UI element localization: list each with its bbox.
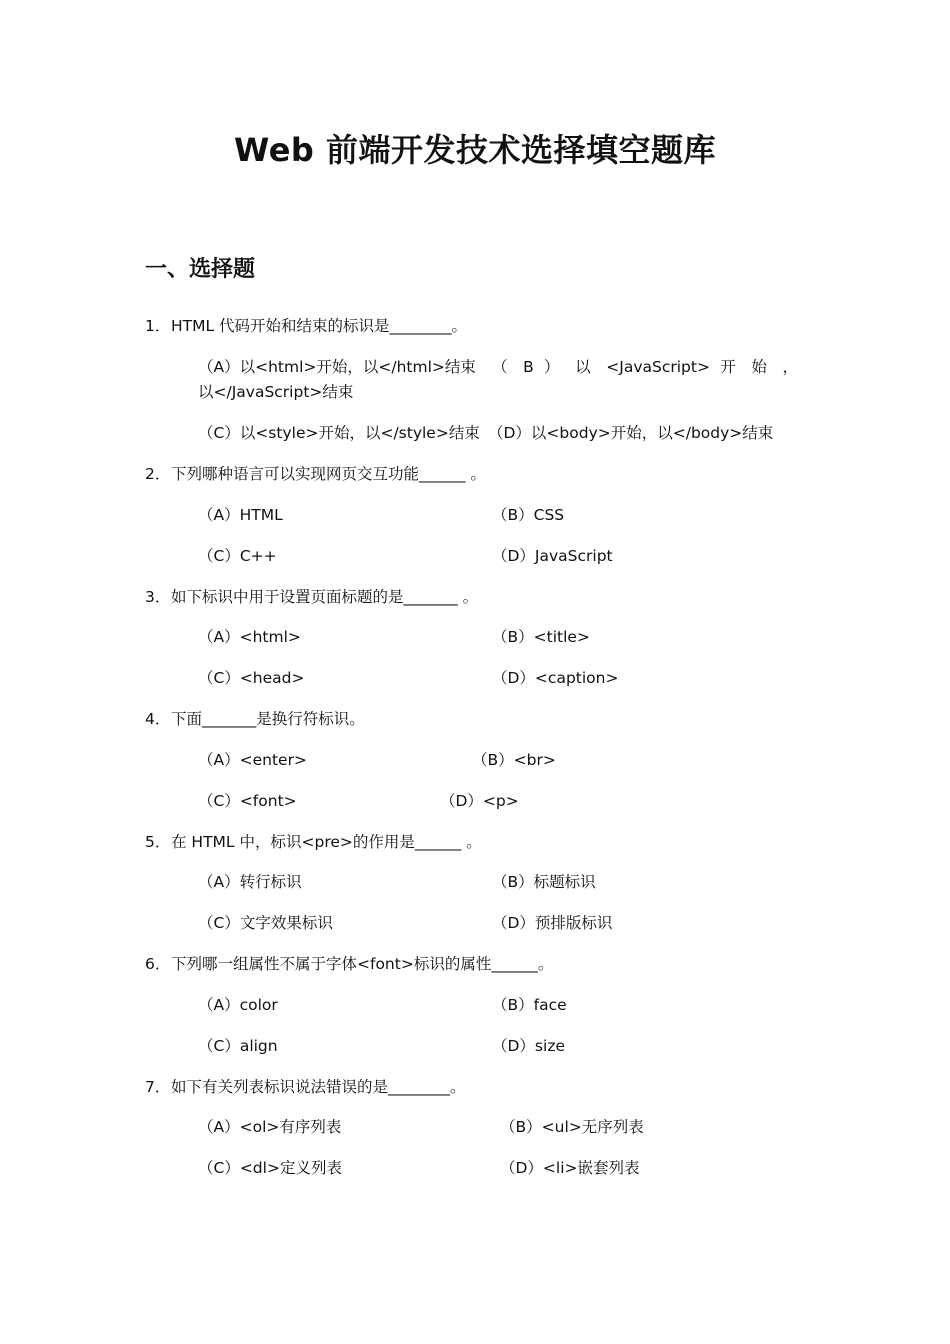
option-a: （A）HTML (198, 506, 283, 524)
option-b: （B）<ul>无序列表 (500, 1118, 644, 1136)
section-heading: 一、选择题 (145, 257, 256, 282)
option-a: （A）<enter> (198, 751, 307, 769)
option-c: （C）以<style>开始，以</style>结束 (198, 424, 480, 442)
question-number: 3． (145, 588, 171, 606)
option-d: （D）size (492, 1037, 565, 1055)
option-c: （C）<font> (198, 792, 297, 810)
option-c: （C）<dl>定义列表 (198, 1159, 342, 1177)
question-text: 下列哪种语言可以实现网页交互功能______ 。 (171, 465, 486, 483)
question-number: 1． (145, 317, 171, 335)
question-number: 4． (145, 710, 171, 728)
question-number: 7． (145, 1078, 171, 1096)
question-text: 如下标识中用于设置页面标题的是_______ 。 (171, 588, 479, 606)
option-c: （C）<head> (198, 669, 305, 687)
option-b: （B）CSS (492, 506, 565, 524)
question-6 (145, 952, 553, 976)
question-2 (145, 462, 486, 486)
question-3 (145, 585, 478, 609)
question-text: 下列哪一组属性不属于字体<font>标识的属性______。 (171, 955, 554, 973)
option-d: （D）<caption> (492, 669, 619, 687)
option-c: （C）文字效果标识 (198, 914, 333, 932)
question-number: 6． (145, 955, 171, 973)
question-text: HTML 代码开始和结束的标识是________。 (171, 317, 468, 335)
option-b: （B）<br> (472, 751, 556, 769)
option-d: （D）<p> (440, 792, 519, 810)
option-a: （A）转行标识 (198, 873, 302, 891)
option-a: （A）<html> (198, 628, 301, 646)
question-1 (145, 314, 467, 338)
question-text: 在 HTML 中，标识<pre>的作用是______ 。 (171, 833, 482, 851)
question-number: 2． (145, 465, 171, 483)
question-text: 如下有关列表标识说法错误的是________。 (171, 1078, 466, 1096)
document-title: Web 前端开发技术选择填空题库 (234, 131, 716, 169)
option-a: （A）<ol>有序列表 (198, 1118, 342, 1136)
option-d: （D）<li>嵌套列表 (500, 1159, 640, 1177)
option-b: （B）<title> (492, 628, 590, 646)
option-b: （ B ） 以 <JavaScript> 开 始 ， (492, 358, 798, 376)
option-b-continued: 以</JavaScript>结束 (198, 383, 354, 401)
option-b: （B）face (492, 996, 567, 1014)
question-7 (145, 1075, 466, 1099)
question-text: 下面_______是换行符标识。 (171, 710, 365, 728)
option-d: （D）预排版标识 (492, 914, 613, 932)
question-5 (145, 830, 482, 854)
question-4 (145, 707, 365, 731)
option-b: （B）标题标识 (492, 873, 596, 891)
option-a: （A）以<html>开始，以</html>结束 (198, 358, 476, 376)
option-a: （A）color (198, 996, 278, 1014)
question-number: 5． (145, 833, 171, 851)
option-c: （C）align (198, 1037, 278, 1055)
option-d: （D）以<body>开始，以</body>结束 (488, 424, 774, 442)
option-c: （C）C++ (198, 547, 277, 565)
option-d: （D）JavaScript (492, 547, 613, 565)
